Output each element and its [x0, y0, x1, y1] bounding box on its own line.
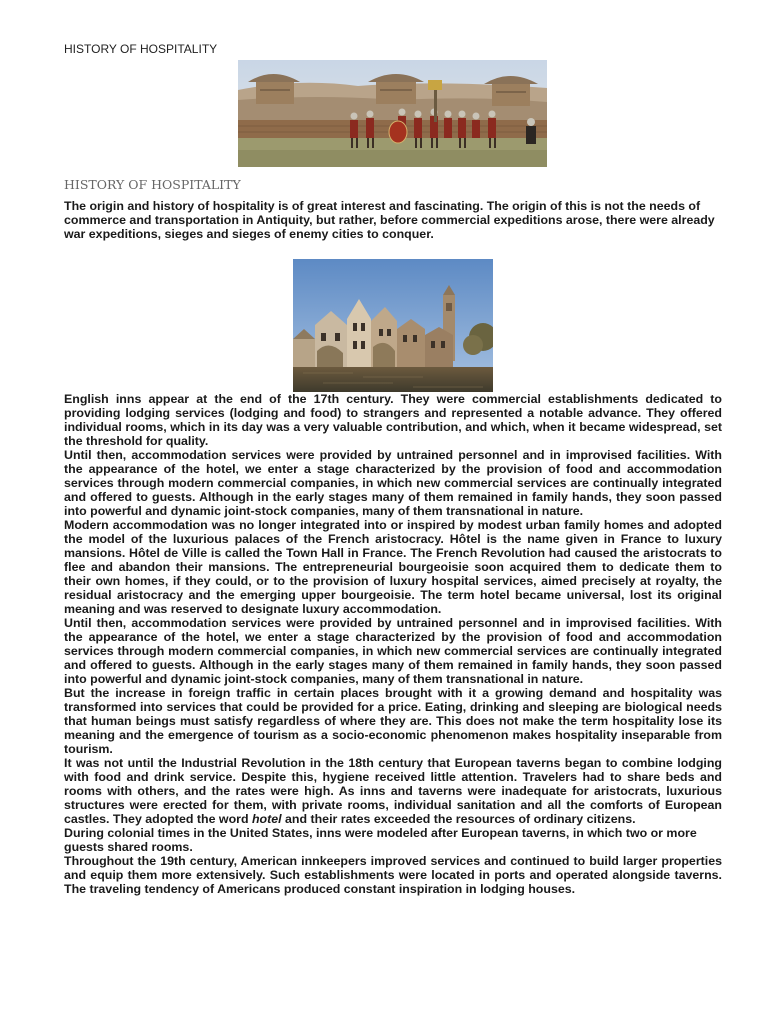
canal-buildings-illustration — [293, 259, 493, 392]
section-title: HISTORY OF HOSPITALITY — [64, 177, 241, 192]
intro-paragraph: The origin and history of hospitality is of great interest and fascinating. The origin of this is not the needs of commerce and transportation in Antiquity, but rather, before commercial expeditions arose, there were already war expeditions, sieges and sieges of enemy cities to conquer. — [64, 199, 715, 241]
body-text — [64, 392, 722, 896]
paragraph-modern-accommodation: Modern accommodation was no longer integrated into or inspired by modest urban family homes and adopted the model of the luxurious palaces of the French aristocracy. Hôtel is the name given in France to luxury mansions. Hôtel de Ville is called the Town Hall in France. The French Revolution had caused the aristocrats to flee and abandon their mansions. The entrepreneurial bourgeoisie soon acquired them to dedicate them to their own homes, if they could, or to the provision of luxury hospital services, aimed precisely at royalty, the residual aristocracy and the emerging upper bourgeoisie. The term hotel became universal, lost its original meaning and was reserved to designate luxury accommodation. — [64, 518, 722, 616]
ancient-camp-image — [238, 60, 547, 167]
paragraph-foreign-traffic: But the increase in foreign traffic in certain places brought with it a growing demand and hospitality was transformed into services that could be provided for a price. Eating, drinking and sleeping are biological needs that human beings must satisfy regardless of where they are. This does not make the term hospitality lose its meaning and the emergence of tourism as a socio-economic phenomenon makes hospitality inseparable from tourism. — [64, 686, 722, 756]
document-heading: HISTORY OF HOSPITALITY — [64, 42, 218, 56]
industrial-text-after: and their rates exceeded the resources of ordinary citizens. — [281, 812, 636, 826]
ancient-camp-illustration — [238, 60, 547, 167]
paragraph-colonial-times: During colonial times in the United States, inns were modeled after European taverns, in which two or more guests shared rooms. — [64, 826, 697, 854]
industrial-text-before: It was not until the Industrial Revolution in the 18th century that European taverns began to combine lodging with food and drink service. Despite this, hygiene received little attention. Travelers had to share beds and rooms with others, and the rates were high. As inns and taverns were inadequate for aristocrats, luxurious structures were erected for them, with private rooms, individual sanitation and all the comforts of European castles. They adopted the word — [64, 756, 722, 826]
canal-buildings-image — [293, 259, 493, 392]
paragraph-english-inns: English inns appear at the end of the 17th century. They were commercial establishments dedicated to providing lodging services (lodging and food) to strangers and represented a notable advance. They offered individual rooms, which in its day was a very valuable contribution, and which, when it became widespread, set the threshold for quality. — [64, 392, 722, 448]
paragraph-accommodation-services: Until then, accommodation services were provided by untrained personnel and in improvised facilities. With the appearance of the hotel, we enter a stage characterized by the provision of food and accommodation services through modern commercial companies, in which new commercial services are continually integrated and offered to guests. Although in the early stages many of them remained in family hands, they soon passed into powerful and dynamic joint-stock companies, many of them transnational in nature. — [64, 448, 722, 518]
paragraph-industrial-revolution — [64, 756, 722, 826]
italic-word-hotel: hotel — [251, 812, 282, 826]
paragraph-nineteenth-century: Throughout the 19th century, American innkeepers improved services and continued to build larger properties and equip them more extensively. Such establishments were located in ports and operated alongside taverns. The traveling tendency of Americans produced constant inspiration in lodging houses. — [64, 854, 722, 896]
paragraph-accommodation-services-repeat: Until then, accommodation services were provided by untrained personnel and in improvised facilities. With the appearance of the hotel, we enter a stage characterized by the provision of food and accommodation services through modern commercial companies, in which new commercial services are continually integrated and offered to guests. Although in the early stages many of them remained in family hands, they soon passed into powerful and dynamic joint-stock companies, many of them transnational in nature. — [64, 616, 722, 686]
